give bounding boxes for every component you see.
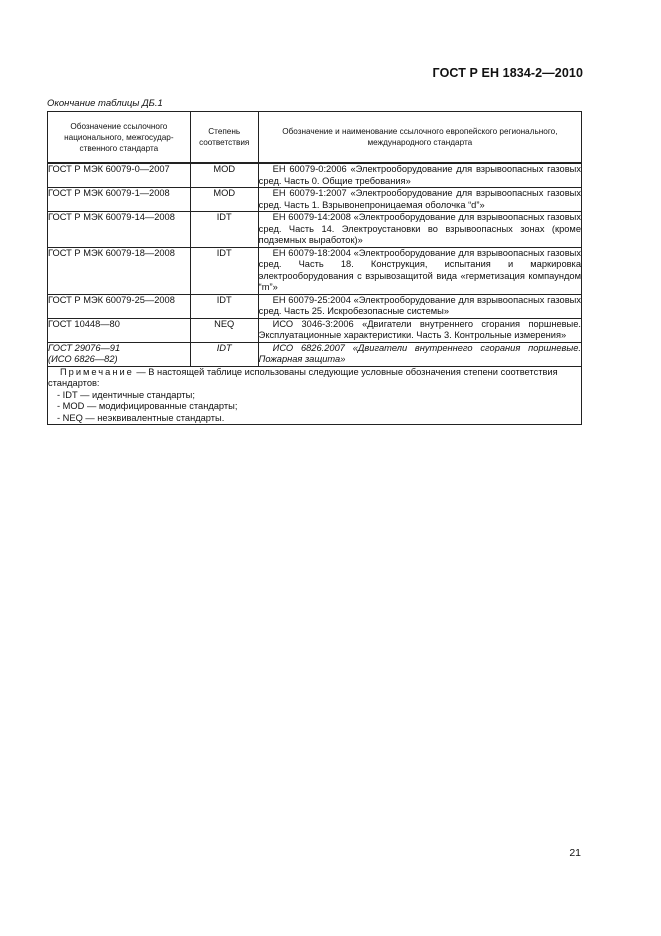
international-standard-text: ЕН 60079-14:2008 «Электрооборудование для взрывоопасных газовых сред. Часть 14. Электроустановки во взрывоопасных зонах (кроме подземных выработок)» bbox=[258, 212, 581, 245]
international-standard-text: ЕН 60079-25:2004 «Электрооборудование для взрывоопасных газовых сред. Часть 25. Искробезопасные системы» bbox=[258, 294, 581, 316]
international-standard-text: ЕН 60079-0:2006 «Электрооборудование для взрывоопасных газовых сред. Часть 0. Общие требования» bbox=[258, 164, 581, 186]
international-standard-cell bbox=[258, 247, 581, 294]
international-standard-cell bbox=[258, 163, 581, 188]
table-note-row bbox=[48, 366, 582, 425]
page-number: 21 bbox=[569, 847, 581, 859]
national-standard-cell: ГОСТ 10448—80 bbox=[48, 318, 191, 342]
international-standard-text: ИСО 6826.2007 «Двигатели внутреннего сгорания поршневые. Пожарная защита» bbox=[258, 342, 581, 364]
international-standard-text: ЕН 60079-18:2004 «Электрооборудование для взрывоопасных газовых сред. Часть 18. Конструкция, испытания и маркировка электрооборудования с взрывозащитой вида «герметизация компаундом “m”» bbox=[258, 247, 581, 292]
international-standard-cell bbox=[258, 188, 581, 212]
document-code: ГОСТ Р ЕН 1834-2—2010 bbox=[432, 66, 583, 80]
degree-cell: IDT bbox=[190, 212, 258, 248]
reference-standards-table bbox=[47, 111, 582, 425]
table-note bbox=[48, 366, 582, 425]
degree-cell: IDT bbox=[190, 294, 258, 318]
international-standard-text: ЕН 60079-1:2007 «Электрооборудование для взрывоопасных газовых сред. Часть 1. Взрывонепроницаемая оболочка “d”» bbox=[258, 188, 581, 210]
table-row bbox=[48, 212, 582, 248]
national-standard-cell: ГОСТ Р МЭК 60079-25—2008 bbox=[48, 294, 191, 318]
degree-cell: IDT bbox=[190, 342, 258, 366]
national-standard-cell bbox=[48, 342, 191, 366]
degree-cell: MOD bbox=[190, 163, 258, 188]
note-item-idt: - IDT — идентичные стандарты; bbox=[57, 389, 195, 400]
table-row bbox=[48, 294, 582, 318]
international-standard-cell bbox=[258, 342, 581, 366]
international-standard-cell bbox=[258, 318, 581, 342]
national-standard-cell: ГОСТ Р МЭК 60079-18—2008 bbox=[48, 247, 191, 294]
national-standard-cell: ГОСТ Р МЭК 60079-1—2008 bbox=[48, 188, 191, 212]
national-standard-cell: ГОСТ Р МЭК 60079-0—2007 bbox=[48, 163, 191, 188]
column-header-international-standard: Обозначение и наименование ссылочного европейского регионального, международного стандарта bbox=[258, 112, 581, 164]
table-row bbox=[48, 342, 582, 366]
note-item-neq: - NEQ — неэквивалентные стандарты. bbox=[57, 412, 225, 423]
international-standard-cell bbox=[258, 212, 581, 248]
note-label: Примечание bbox=[60, 366, 134, 377]
table-row bbox=[48, 163, 582, 188]
degree-cell: IDT bbox=[190, 247, 258, 294]
international-standard-cell bbox=[258, 294, 581, 318]
column-header-degree: Степень соответствия bbox=[190, 112, 258, 164]
table-header-row bbox=[48, 112, 582, 164]
note-item-mod: - MOD — модифицированные стандарты; bbox=[57, 401, 238, 411]
international-standard-text: ИСО 3046-3:2006 «Двигатели внутреннего сгорания поршневые. Эксплуатационные характеристики. Часть 3. Контрольные измерения» bbox=[258, 318, 581, 340]
degree-cell: MOD bbox=[190, 188, 258, 212]
national-standard-text: ГОСТ 29076—91 bbox=[48, 342, 121, 353]
national-standard-cell: ГОСТ Р МЭК 60079-14—2008 bbox=[48, 212, 191, 248]
table-row bbox=[48, 247, 582, 294]
note-text: — В настоящей таблице использованы следующие условные обозначения степени соответствия стандартов: bbox=[48, 366, 558, 388]
table-row bbox=[48, 318, 582, 342]
national-standard-equivalent: (ИСО 6826—82) bbox=[48, 354, 118, 364]
table-caption: Окончание таблицы ДБ.1 bbox=[47, 98, 163, 109]
degree-cell: NEQ bbox=[190, 318, 258, 342]
table-row bbox=[48, 188, 582, 212]
column-header-national-standard: Обозначение ссылочного национального, межгосудар-ственного стандарта bbox=[48, 112, 191, 164]
